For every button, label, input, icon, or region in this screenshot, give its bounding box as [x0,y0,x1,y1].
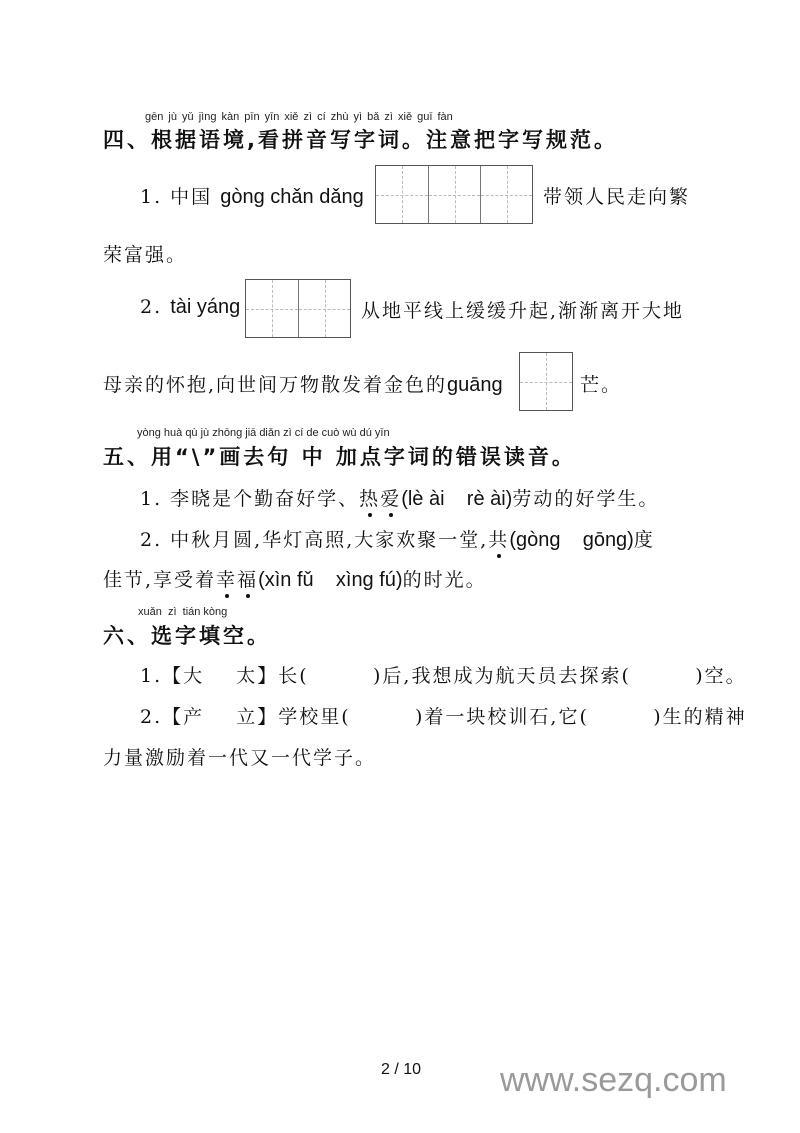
watermark: www.sezq.com [500,1061,727,1099]
section4-pinyin: gēn jù yǔ jìng kàn pīn yīn xiě zì cí zhù yì bǎ zì xiě guī fàn [145,111,453,123]
s4-q2-line2-suffix: 芒。 [580,374,623,396]
s5-q2-line2-after: 的时光。 [402,569,487,591]
answer-cell[interactable] [298,280,350,337]
s5-q2-line2-before: 佳节,享受着 [103,569,217,591]
s4-q2-line2-text: 母亲的怀抱,向世间万物散发着金色的 [103,374,448,396]
s4-q1-continuation: 荣富强。 [103,244,188,266]
s4-q2-prefix: 2. [140,296,163,318]
s5-q2-after: 度 [633,529,655,551]
section5-title: 五、用“\”画去句 中 加点字词的错误读音。 [103,445,576,469]
s5-q2-options[interactable]: (gòng gōng) [509,529,634,551]
s4-q2-answer-grid[interactable] [245,279,351,338]
s4-q1-line [140,182,364,209]
s5-q2-line [140,525,655,552]
section6-title: 六、选字填空。 [103,624,271,648]
section5-pinyin: yòng huà qù jù zhōng jiā diǎn zì cí de cuò wù dú yīn [137,427,390,439]
dotted-char: 福 [237,565,258,592]
answer-cell[interactable] [480,166,532,223]
dotted-char: 共 [488,525,509,552]
s5-q1-before: 1. 李晓是个勤奋好学、 [140,488,360,510]
page-indicator: 2 / 10 [381,1061,422,1078]
s4-q2-suffix: 从地平线上缓缓升起,渐渐离开大地 [361,300,685,322]
dotted-char: 幸 [216,565,237,592]
s4-q2-line2 [103,370,503,397]
dotted-char: 热 [359,484,380,511]
section6-pinyin: xuǎn zì tián kòng [138,606,228,618]
answer-cell[interactable] [376,166,428,223]
s5-q1-options[interactable]: (lè ài rè ài) [401,488,513,510]
s4-q1-suffix: 带领人民走向繁 [543,186,691,208]
s4-q2-line [140,296,240,319]
s5-q2-line2-options[interactable]: (xìn fǔ xìng fú) [258,569,403,591]
s6-q2-continuation: 力量激励着一代又一代学子。 [103,747,377,769]
s5-q2-line2 [103,565,487,592]
s5-q1-line [140,484,659,511]
s4-q1-pinyin: gòng chǎn dǎng [220,186,364,208]
answer-cell[interactable] [428,166,480,223]
s6-q2[interactable]: 2.【产 立】学校里( )着一块校训石,它( )生的精神 [140,706,747,728]
answer-cell[interactable] [520,353,572,410]
dotted-char: 爱 [380,484,401,511]
s4-q1-answer-grid[interactable] [375,165,533,224]
section4-title: 四、根据语境,看拼音写字词。注意把字写规范。 [103,128,618,152]
s4-q2-line2-answer-grid[interactable] [519,352,573,411]
s6-q1[interactable]: 1.【大 太】长( )后,我想成为航天员去探索( )空。 [140,665,747,687]
s5-q2-before: 2. 中秋月圆,华灯高照,大家欢聚一堂, [140,529,489,551]
s4-q2-pinyin: tài yáng [170,296,241,318]
s4-q1-prefix: 1. 中国 [140,186,213,208]
s5-q1-after: 劳动的好学生。 [512,488,660,510]
s4-q2-line2-pinyin: guāng [447,374,503,396]
answer-cell[interactable] [246,280,298,337]
